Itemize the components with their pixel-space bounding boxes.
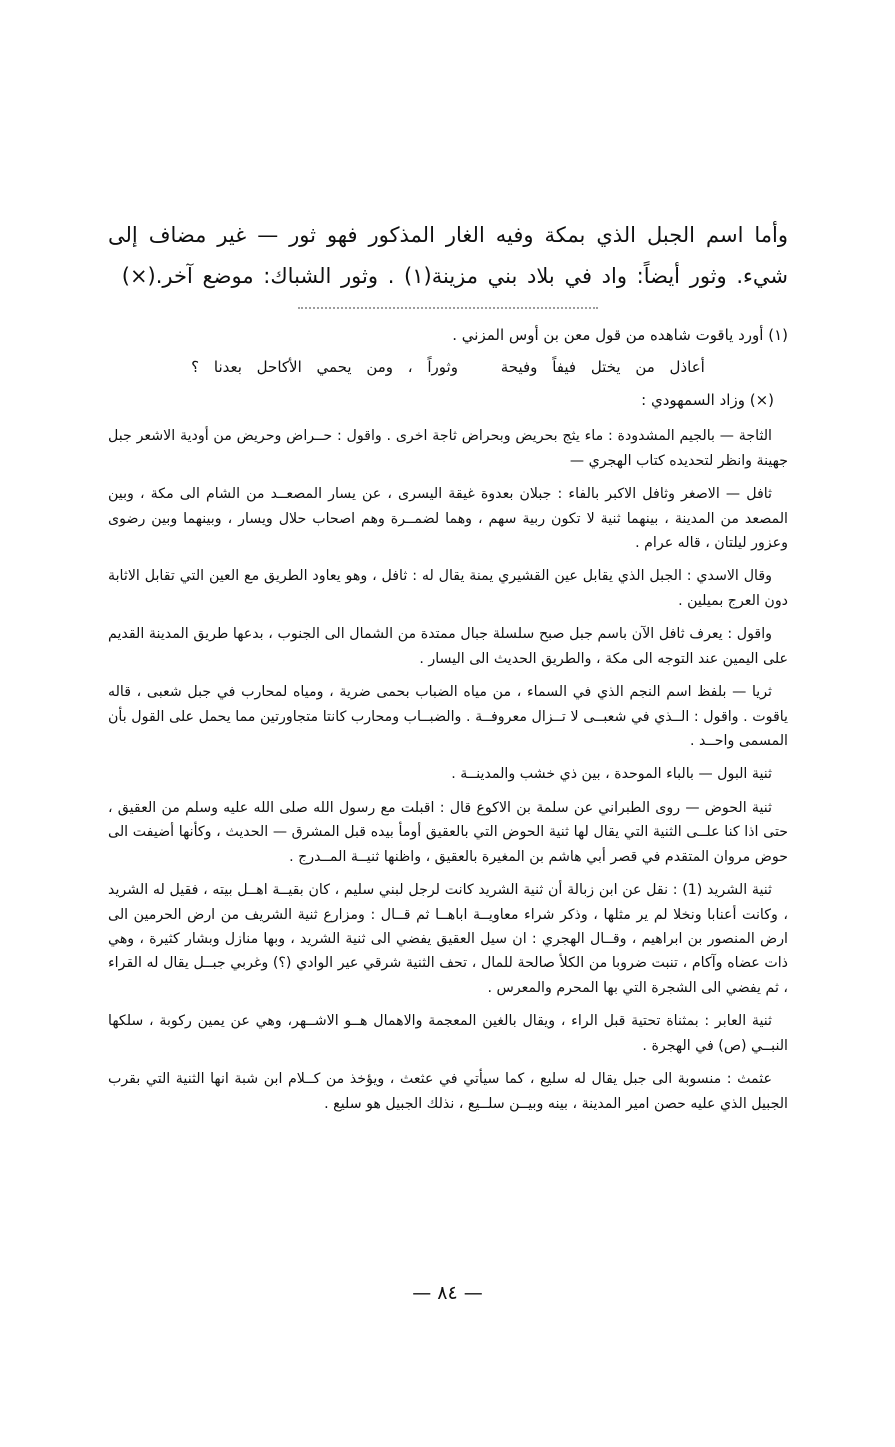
body-paragraph: ثافل — الاصغر وثافل الاكبر بالفاء : جبلان بعدوة غيقة اليسرى ، عن يسار المصعــد من الشام الى مكة ، وبين المصعد من المدينة ، بينهما ثنية لا تكون ربية سهم ، وهما لضمــرة وهم اصحاب حلال ويسار ، وبينهما وبين رضوى وعزور ليلتان ، قاله عرام .: [108, 486, 788, 552]
body-paragraph: واقول : يعرف ثافل الآن باسم جبل صبح سلسلة جبال ممتدة من الشمال الى الجنوب ، بدعها طريق المدينة القديم على اليمين عند التوجه الى مكة ، والطريق الحديث الى اليسار .: [108, 626, 788, 667]
footnote-divider: [298, 307, 598, 309]
body-paragraph: الثاجة — بالجيم المشدودة : ماء يثج بحريض وبحراض ثاجة اخرى . واقول : حــراض وحريض من أودية الاشعر جبل جهينة وانظر لتحديده كتاب الهجري —: [108, 428, 788, 469]
body-paragraph: ثنية البول — بالباء الموحدة ، بين ذي خشب والمدينــة .: [451, 766, 772, 783]
body-paragraph: عثمث : منسوبة الى جبل يقال له سليع ، كما سيأتي في عثعث ، ويؤخذ من كــلام ابن شبة انها الثنية التي بقرب الجبيل الذي عليه حصن امير المدينة ، بينه وبيــن سلــيع ، نذلك الجبيل هو سليع .: [108, 1071, 788, 1112]
footnote-lead: (١) أورد ياقوت شاهده من قول معن بن أوس المزني .: [452, 325, 788, 344]
page-heading: وأما اسم الجبل الذي بمكة وفيه الغار المذكور فهو ثور — غير مضاف إلى شيء. وثور أيضاً: واد في بلاد بني مزينة(١) . وثور الشباك: موضع آخر.(×): [108, 223, 788, 288]
footnote-signature: (×) وزاد السمهودي :: [641, 390, 774, 409]
body-paragraph: ثنية الحوض — روى الطبراني عن سلمة بن الاكوع قال : اقبلت مع رسول الله صلى الله عليه وسلم من العقيق ، حتى اذا كنا علــى الثنية التي يقال لها ثنية الحوض التي بالعقيق أومأ بيده قبل المشرق — الحديث ، وكأنها أضيفت الى حوض مروان المتقدم في قصر أبي هاشم بن المغيرة بالعقيق ، واظنها ثنيــة المــدرج .: [108, 799, 788, 865]
verse-line: [108, 353, 788, 382]
page-number: — ٨٤ —: [412, 1282, 483, 1304]
body-paragraph: ثنية الشريد (1) : نقل عن ابن زبالة أن ثنية الشريد كانت لرجل لبني سليم ، كان بقيــة اهــل بيته ، فقيل له الشريد ، وكانت أعنابا ونخلا لم ير مثلها ، وذكر شراء معاويــة اباهــا ثم قــال : ومزارع ثنية الشريف من ارض الحرمين الى ارض المنصور بن ابراهيم ، وقــال الهجري : ان سيل العقيق يفضي الى ثنية الشريد ، وبها منازل وبشار كثيرة ، وهي ذات عضاه وآكام ، تنبت ضروبا من الكلأ صالحة للمال ، تحف الثنية شرقي عير الوادي (؟) وغربي جبــل يقال له القراء ، ثم يفضي الى الشجرة التي بها المحرم والمعرس .: [108, 882, 788, 996]
body-paragraph: وقال الاسدي : الجبل الذي يقابل عين القشيري يمنة يقال له : ثافل ، وهو يعاود الطريق مع العين التي تقابل الاثابة دون العرج بميلين .: [108, 568, 788, 609]
verse-hemistich-1: أعاذل من يختل فيفاً وفيحة: [500, 358, 705, 377]
verse-hemistich-2: وثوراً ، ومن يحمي الأكاحل بعدنا ؟: [191, 358, 458, 377]
body-paragraph: ثريا — بلفظ اسم النجم الذي في السماء ، من مياه الضباب بحمى ضرية ، ومياه لمحارب في جبل شعبى ، قاله ياقوت . واقول : الــذي في شعبــى لا تــزال معروفــة . والضبــاب ومحارب كانتا متجاورتين مما يحمل على القول بأن المسمى واحــد .: [108, 684, 788, 750]
page-content: [108, 215, 788, 1125]
body-paragraph: ثنية العابر : بمثناة تحتية قبل الراء ، ويقال بالغين المعجمة والاهمال هــو الاشــهر، وهي عن يمين ركوبة ، سلكها النبــي (ص) في الهجرة .: [108, 1013, 788, 1054]
